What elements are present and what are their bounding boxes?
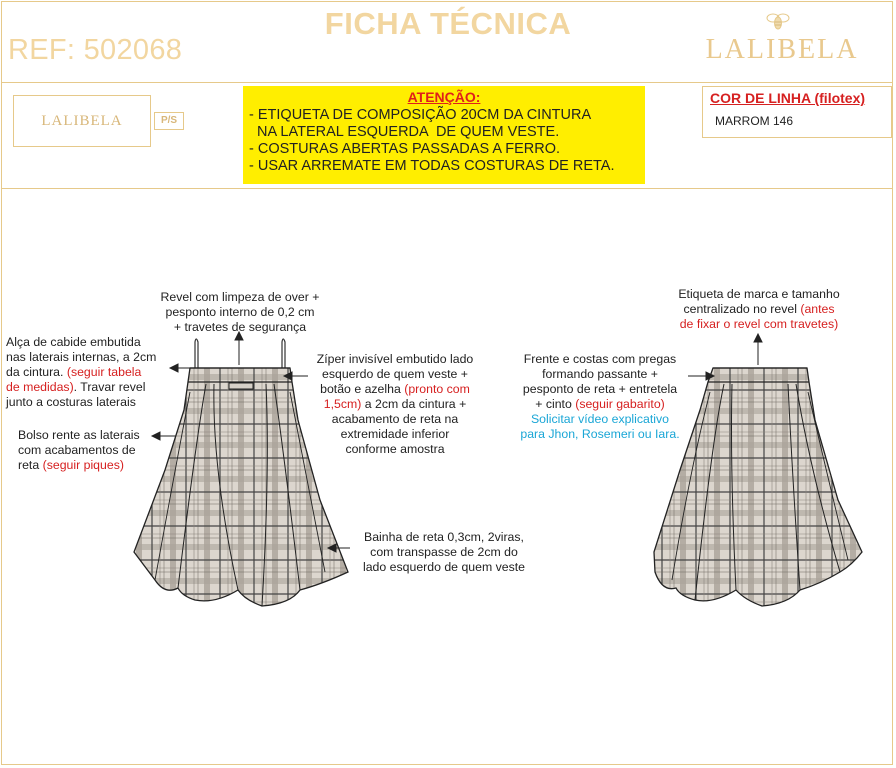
note-line: Etiqueta de marca e tamanho (678, 287, 840, 301)
note-line: Bainha de reta 0,3cm, 2viras, (364, 530, 524, 544)
note-highlight: (antes (800, 302, 835, 316)
zipper-note (302, 352, 488, 457)
note-text: + cinto (535, 397, 576, 411)
note-line: Solicitar vídeo explicativo (530, 412, 670, 426)
pocket-note (18, 428, 158, 473)
note-line (302, 397, 488, 412)
note-highlight: (seguir gabarito) (575, 397, 665, 411)
brand-label-box: LALIBELA (13, 95, 151, 147)
attention-heading: ATENÇÃO: (407, 89, 481, 105)
note-highlight: de medidas) (6, 380, 74, 394)
note-line: formando passante + (542, 367, 658, 381)
note-line: Frente e costas com pregas (523, 352, 677, 366)
note-text: centralizado no revel (683, 302, 801, 316)
attention-line: - ETIQUETA DE COMPOSIÇÃO 20CM DA CINTURA (249, 107, 592, 123)
note-line: nas laterais internas, a 2cm (6, 350, 157, 364)
note-line: Zíper invisível embutido lado (316, 352, 474, 366)
note-highlight: (seguir piques) (42, 458, 124, 472)
page-title: FICHA TÉCNICA (324, 6, 572, 41)
note-text: da cintura. (6, 365, 67, 379)
note-line: + travetes de segurança (173, 320, 307, 334)
note-highlight: 1,5cm) (323, 397, 362, 411)
pleats-note (505, 352, 695, 442)
note-highlight: (pronto com (404, 382, 470, 396)
attention-line: - USAR ARREMATE EM TODAS COSTURAS DE RETA. (249, 158, 615, 174)
note-line (6, 380, 181, 395)
note-line: Alça de cabide embutida (6, 335, 141, 349)
note-line: acabamento de reta na (331, 412, 459, 426)
thread-color-heading: COR DE LINHA (filotex) (710, 90, 866, 106)
note-highlight: (seguir tabela (66, 365, 142, 379)
note-line (505, 397, 695, 412)
note-text: a 2cm da cintura + (361, 397, 467, 411)
note-line: pesponto interno de 0,2 cm (165, 305, 315, 319)
attention-line: NA LATERAL ESQUERDA DE QUEM VESTE. (249, 124, 560, 140)
revel-note (140, 290, 340, 335)
note-line: junto a costuras laterais (6, 395, 136, 409)
note-line: conforme amostra (345, 442, 445, 456)
size-mark-box: P/S (154, 112, 184, 130)
note-line: esquerdo de quem veste + (322, 367, 468, 381)
note-text: botão e azelha (320, 382, 405, 396)
note-line: com transpasse de 2cm do (370, 545, 518, 559)
note-line: para Jhon, Rosemeri ou Iara. (520, 427, 680, 441)
note-line (664, 302, 854, 317)
note-line: pesponto de reta + entretela (522, 382, 678, 396)
brand-label-note (664, 287, 854, 332)
note-line (6, 365, 181, 380)
note-line: lado esquerdo de quem veste (362, 560, 526, 574)
note-line (302, 382, 488, 397)
hem-note (350, 530, 538, 575)
reference-code: REF: 502068 (8, 34, 183, 66)
note-text: reta (18, 458, 43, 472)
note-text: . Travar revel (73, 380, 146, 394)
note-line: com acabamentos de (18, 443, 136, 457)
note-line (18, 458, 158, 473)
hanger-loop-note (6, 335, 181, 410)
note-line: extremidade inferior (340, 427, 450, 441)
note-line: Bolso rente as laterais (18, 428, 140, 442)
note-line: Revel com limpeza de over + (160, 290, 320, 304)
attention-line: - COSTURAS ABERTAS PASSADAS A FERRO. (249, 141, 561, 157)
thread-color-value: MARROM 146 (715, 114, 794, 128)
note-line: de fixar o revel com travetes) (679, 317, 839, 331)
brand-logo: LALIBELA (705, 34, 859, 65)
